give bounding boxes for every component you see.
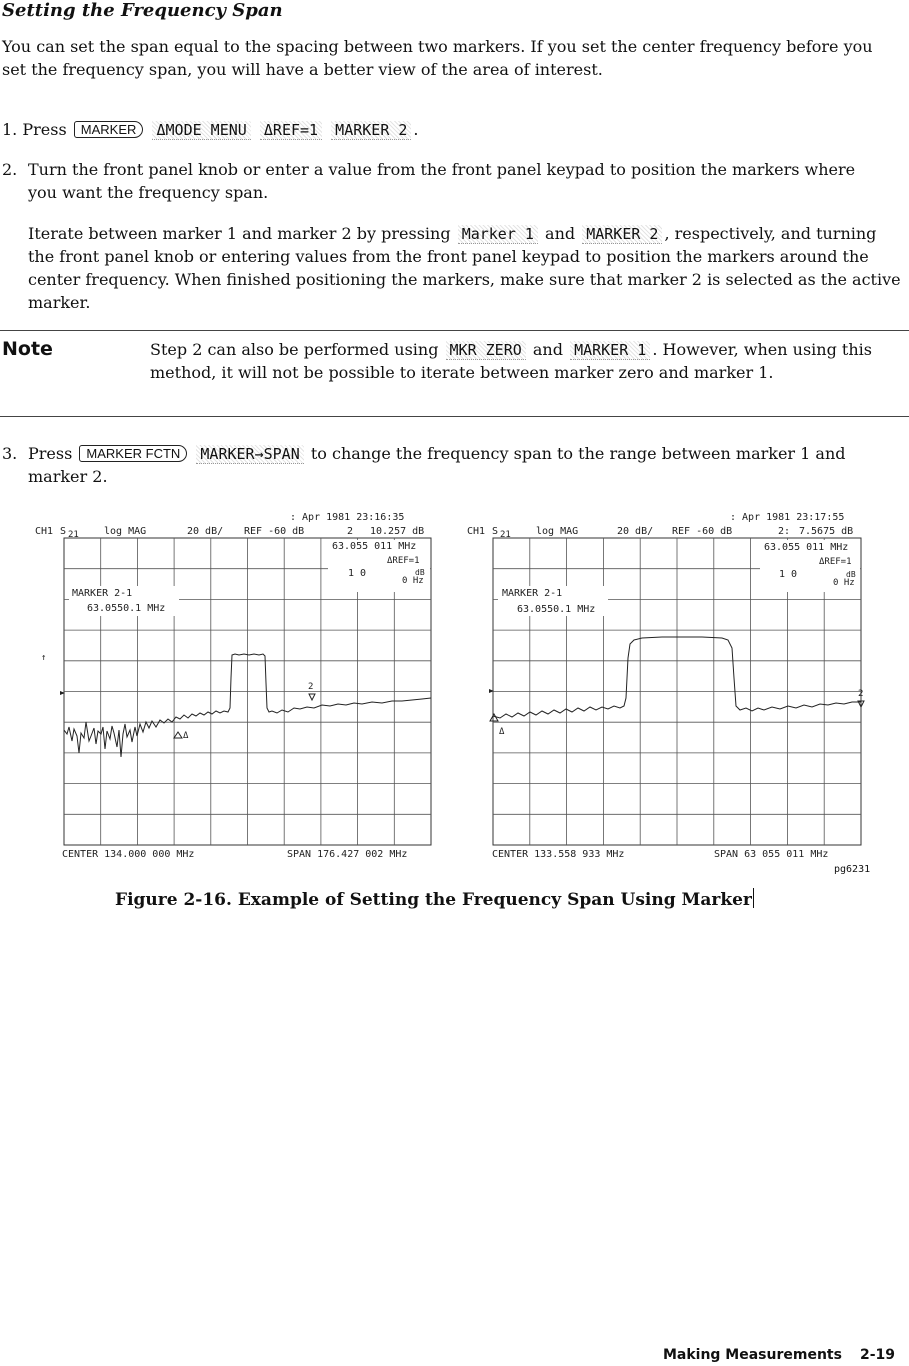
plot-marker-no: 2 (347, 526, 354, 537)
readout-frequency: 63.055 011 MHz (332, 541, 417, 552)
press-text: Press (22, 120, 67, 139)
step-2-text: Turn the front panel knob or enter a value from the front panel keypad to position the markers where you want the frequency span. (28, 160, 856, 202)
note-and: and (532, 340, 563, 359)
step-3-text (28, 442, 878, 488)
readout-marker: 1 0 (779, 569, 798, 580)
readout-hz: 0 Hz (402, 576, 424, 586)
marker-label: MARKER 2-1 (502, 588, 563, 599)
plot-format: log MAG (536, 526, 579, 537)
plot-channel: CH1 (35, 526, 54, 537)
plot-ref: REF -60 dB (244, 526, 305, 537)
plot-center: CENTER 134.000 000 MHz (62, 849, 195, 860)
intro-paragraph: You can set the span equal to the spacing between two markers. If you set the center frequency before you set the frequency span, you will have a better view of the area of interest. (2, 37, 873, 79)
iterate-pre: Iterate between marker 1 and marker 2 by pressing (28, 224, 451, 243)
marker-1-softkey: Marker 1 (458, 225, 538, 244)
marker-fctn-hardkey: MARKER FCTN (79, 445, 187, 462)
plot-format: log MAG (104, 526, 147, 537)
plot-marker-no: 2: (778, 526, 791, 537)
marker-value: 63.0550.1 MHz (87, 603, 166, 614)
note-label: Note (2, 338, 53, 360)
marker-hardkey: MARKER (74, 121, 144, 138)
readout-unit: dB (846, 570, 856, 579)
section-heading: Setting the Frequency Span (2, 0, 283, 21)
marker-label: MARKER 2-1 (72, 588, 133, 599)
marker-2-softkey: MARKER 2 (582, 225, 662, 244)
plot-marker-value: 7.5675 dB (799, 526, 854, 537)
plot-span: SPAN 176.427 002 MHz (287, 849, 408, 860)
plot-scale: 20 dB/ (617, 526, 654, 537)
marker-2-triangle-icon (309, 694, 315, 700)
caption-text: Figure 2-16. Example of Setting the Frequency Span Using Marker (115, 890, 752, 910)
plot-date: : Apr 1981 23:16:35 (290, 512, 405, 523)
page-footer (663, 1347, 895, 1363)
marker-1-softkey: MARKER 1 (570, 341, 650, 360)
marker-span-softkey: MARKER→SPAN (196, 445, 303, 464)
marker-2-number-icon: 2 (858, 689, 864, 699)
figure-id: pg6231 (834, 864, 871, 875)
press-text: Press (28, 444, 73, 463)
footer-page-number: 2-19 (859, 1347, 895, 1363)
caption-bar (753, 888, 754, 908)
readout-ref: ΔREF=1 (819, 557, 852, 567)
plot-marker-value: 10.257 dB (370, 526, 425, 537)
delta-ref-1-softkey: ΔREF=1 (260, 121, 322, 140)
iterate-and: and (545, 224, 576, 243)
plot-scale: 20 dB/ (187, 526, 224, 537)
readout-marker: 1 0 (348, 568, 367, 579)
marker-1-triangle-icon (174, 732, 182, 738)
marker-value: 63.0550.1 MHz (517, 604, 596, 615)
note-top-rule (0, 330, 909, 331)
step-2-iterate (28, 222, 904, 314)
plot-param: S (492, 526, 499, 537)
plot-date: : Apr 1981 23:17:55 (730, 512, 845, 523)
iterate-post: , respectively, and turning the front panel knob or entering values from the front panel keypad to position the markers around the center frequency. When finished positioning the markers, make sure that marker 2 is selected as the active marker. (28, 224, 901, 312)
plot-span: SPAN 63 055 011 MHz (714, 849, 829, 860)
plot-ref: REF -60 dB (672, 526, 733, 537)
note-bottom-rule (0, 416, 909, 417)
note-text (150, 338, 902, 384)
delta-icon: Δ (183, 731, 189, 741)
analyzer-plot-after (462, 508, 867, 863)
plot-param-sub: 21 (500, 530, 511, 540)
readout-unit: dB (415, 568, 425, 577)
step-1 (2, 118, 902, 141)
delta-mode-menu-softkey: ΔMODE MENU (152, 121, 250, 140)
figure-caption (115, 888, 754, 910)
marker-2-number-icon: 2 (308, 682, 314, 692)
plot-channel: CH1 (467, 526, 486, 537)
note-post: . However, when using this method, it will not be possible to iterate between marker zero and marker 1. (150, 340, 872, 382)
delta-icon: Δ (499, 727, 505, 737)
plot-param-sub: 21 (68, 530, 79, 540)
ref-arrow-icon: ↑ (41, 653, 47, 663)
footer-section: Making Measurements (662, 1347, 842, 1363)
step-2-number: 2. (2, 160, 18, 179)
readout-hz: 0 Hz (833, 578, 855, 588)
readout-ref: ΔREF=1 (387, 556, 420, 566)
plot-center: CENTER 133.558 933 MHz (492, 849, 625, 860)
note-pre: Step 2 can also be performed using (150, 340, 439, 359)
analyzer-plot-before (32, 508, 437, 863)
readout-frequency: 63.055 011 MHz (764, 542, 849, 553)
step-number: 1. (2, 120, 18, 139)
plot-param: S (60, 526, 67, 537)
marker-2-softkey: MARKER 2 (331, 121, 411, 140)
step-3-number: 3. (2, 444, 18, 463)
step-end: . (413, 120, 419, 139)
mkr-zero-softkey: MKR ZERO (446, 341, 526, 360)
step-3-post: to change the frequency span to the range between marker 1 and marker 2. (28, 444, 846, 486)
